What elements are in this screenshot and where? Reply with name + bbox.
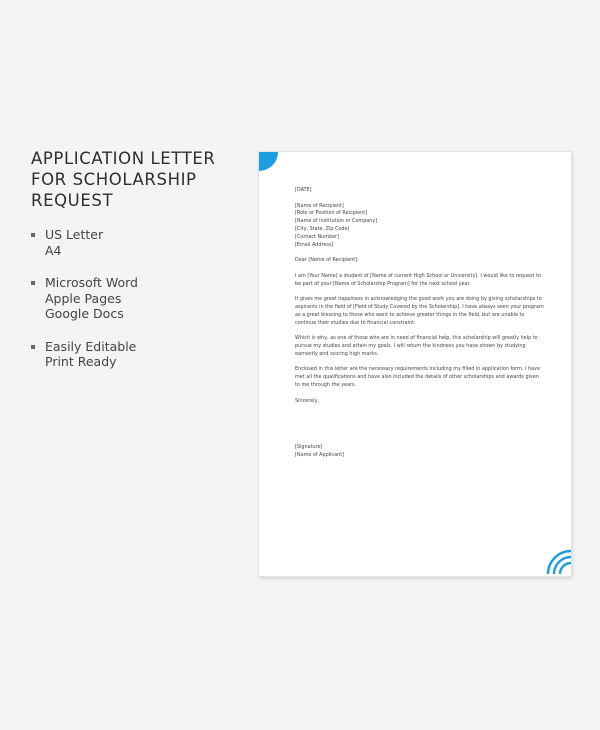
letter-paragraph: It gives me great happiness in acknowledging the good work you are doing by giving scholarships to aspirants in the field of [Field of Study Covered by the Scholarship]. I have always seen your program as a great blessing to those who want to achieve greater things in the field, but are unable to continue their studies due to financial constraint. bbox=[295, 296, 544, 326]
address-line: [Name of Recipient] bbox=[295, 202, 344, 209]
address-line: [Contact Number] bbox=[295, 233, 340, 240]
title-line: FOR SCHOLARSHIP bbox=[31, 170, 197, 189]
feature-item: Apple Pages bbox=[45, 290, 122, 306]
recipient-address bbox=[295, 203, 545, 250]
feature-item: Google Docs bbox=[45, 306, 124, 321]
corner-arcs-icon bbox=[545, 548, 571, 576]
letter-salutation: Dear [Name of Recipient]: bbox=[295, 257, 359, 264]
address-line: [Role or Position of Recipient] bbox=[295, 210, 368, 217]
letter-paragraph: I am [Your Name] a student of [Name of current High School or University]. I would like to request to be part of your [Name of Scholarship Program] for the next school year. bbox=[295, 272, 541, 287]
letter-paragraph: Which is why, as one of those who are in need of financial help, this scholarship will greatly help to pursue my studies and attain my goals. I will return the kindness you have shown by studying earnestly and scoring high marks. bbox=[295, 335, 538, 357]
letter-preview bbox=[259, 152, 571, 576]
letter-date: [DATE] bbox=[295, 187, 312, 193]
address-line: [City, State, Zip Code] bbox=[295, 225, 350, 232]
letter-signature: [Signature] bbox=[295, 444, 323, 451]
corner-quarter-circle-icon bbox=[259, 152, 279, 172]
feature-item: Print Ready bbox=[45, 354, 117, 369]
feature-list-paper-sizes bbox=[31, 227, 236, 258]
letter-applicant-name: [Name of Applicant] bbox=[295, 452, 345, 459]
feature-item: Microsoft Word bbox=[45, 275, 138, 290]
letter-body bbox=[295, 187, 545, 460]
feature-item: US Letter bbox=[45, 227, 104, 242]
address-line: [Email Address] bbox=[295, 241, 334, 248]
address-line: [Name of Institution or Company] bbox=[295, 218, 378, 225]
bullet-icon bbox=[31, 233, 35, 237]
corner-arc bbox=[560, 563, 571, 574]
feature-list-qualities bbox=[31, 339, 236, 370]
feature-item: A4 bbox=[45, 242, 62, 258]
title-line: REQUEST bbox=[31, 191, 114, 210]
title-line: APPLICATION LETTER bbox=[31, 149, 216, 168]
product-info bbox=[31, 148, 236, 387]
bullet-icon bbox=[31, 345, 35, 349]
bullet-icon bbox=[31, 281, 35, 285]
letter-paragraph: Enclosed in this letter are the necessary requirements including my filled in application form. I have met all the qualifications and have also included the details of other scholarships and awards given to me through the years. bbox=[295, 366, 540, 388]
corner-shape bbox=[259, 152, 278, 171]
product-title bbox=[31, 148, 236, 211]
feature-item: Easily Editable bbox=[45, 338, 137, 354]
feature-list-formats bbox=[31, 275, 236, 322]
letter-closing: Sincerely, bbox=[295, 397, 319, 404]
